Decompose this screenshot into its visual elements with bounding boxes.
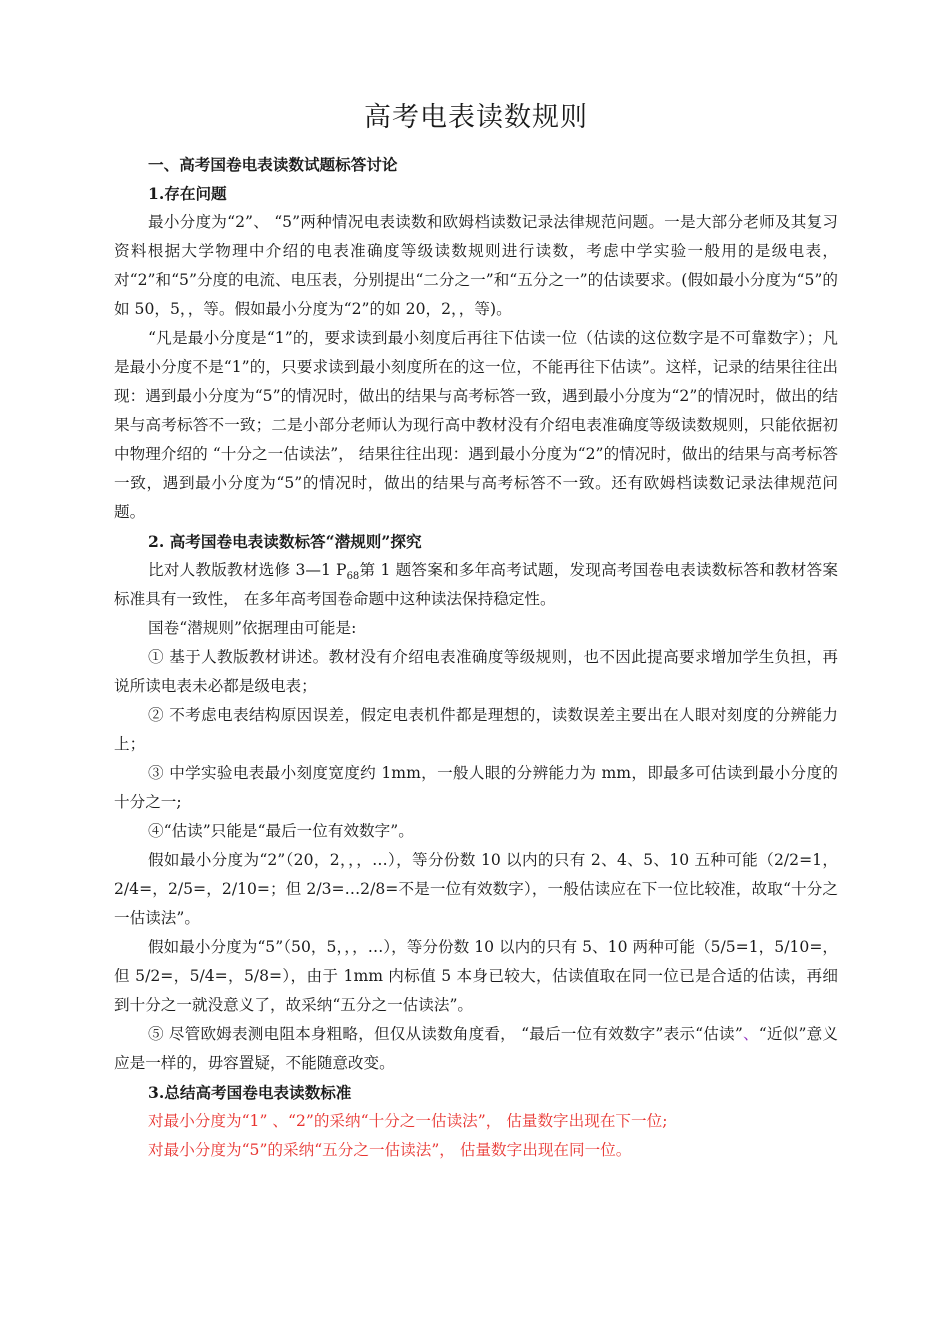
reason-3: ③ 中学实验电表最小刻度宽度约 1mm，一般人眼的分辨能力为 mm，即最多可估读到最小分度的十分之一; (114, 764, 838, 811)
paragraph-textbook-comparison (114, 556, 838, 614)
punctuation-mark: 、 (742, 1025, 759, 1043)
subsection-heading-rules: 2. 高考国卷电表读数标答“潜规则”探究 (148, 532, 422, 551)
reason-1: ① 基于人教版教材讲述。教材没有介绍电表准确度等级规则，也不因此提高要求增加学生负担，再说所读电表未必都是级电表； (114, 648, 838, 695)
reason-2: ② 不考虑电表结构原因误差，假定电表机件都是理想的，读数误差主要出在人眼对刻度的分辨能力上； (114, 706, 838, 753)
section-heading: 一、高考国卷电表读数试题标答讨论 (148, 155, 398, 174)
case-division-2: 假如最小分度为“2”（20，2，，，…），等分份数 10 以内的只有 2、4、5、10 五种可能（2/2=1，2/4=，2/5=，2/10=；但 2/3=…2/8=不是一位有效数字），一般估读应在下一位比较准，故取“十分之一估读法”。 (114, 851, 838, 927)
paragraph-problems-1: 最小分度为“2”、 “5”两种情况电表读数和欧姆档读数记录法律规范问题。一是大部分老师及其复习资料根据大学物理中介绍的电表准确度等级读数规则进行读数，考虑中学实验一般用的是级电表，对“2”和“5”分度的电流、电压表，分别提出“二分之一”和“五分之一”的估读要求。(假如最小分度为“5”的如 50，5，，等。假如最小分度为“2”的如 20，2，，等)。 (114, 213, 838, 318)
reason-5 (114, 1020, 838, 1078)
reason-5-text: ⑤ 尽管欧姆表测电阻本身粗略，但仅从读数角度看， “最后一位有效数字”表示“估读” (148, 1025, 743, 1043)
subsection-heading-summary: 3.总结高考国卷电表读数标准 (148, 1083, 352, 1102)
case-division-5: 假如最小分度为“5”（50，5，，，…），等分份数 10 以内的只有 5、10 两种可能（5/5=1，5/10=，但 5/2=，5/4=，5/8=），由于 1mm 内标值 5 本身已较大，估读值取在同一位已是合适的估读，再细到十分之一就没意义了，故采纳“五分之一估读法”。 (114, 938, 838, 1014)
reason-4: ④“估读”只能是“最后一位有效数字”。 (148, 822, 414, 840)
summary-rule-2: 对最小分度为“5”的采纳“五分之一估读法”， 估量数字出现在同一位。 (148, 1141, 632, 1159)
subsection-heading-problems: 1.存在问题 (148, 184, 227, 203)
page-subscript: 68 (346, 571, 360, 583)
summary-rule-1: 对最小分度为“1” 、“2”的采纳“十分之一估读法”， 估量数字出现在下一位; (148, 1112, 668, 1130)
reason-5-tail: “近似”意义应是一样的，毋容置疑，不能随意改变。 (114, 1025, 838, 1072)
paragraph-reasons-intro: 国卷“潜规则”依据理由可能是: (148, 619, 357, 637)
paragraph-problems-2: “凡是最小分度是“1”的，要求读到最小刻度后再往下估读一位（估读的这位数字是不可靠数字）；凡是最小分度不是“1”的，只要求读到最小刻度所在的这一位，不能再往下估读”。这样，记录的结果往往出现：遇到最小分度为“5”的情况时，做出的结果与高考标答一致，遇到最小分度为“2”的情况时，做出的结果与高考标答不一致；二是小部分老师认为现行高中教材没有介绍电表准确度等级读数规则，只能依据初中物理介绍的 “十分之一估读法”， 结果往往出现：遇到最小分度为“2”的情况时，做出的结果与高考标答一致，遇到最小分度为“5”的情况时，做出的结果与高考标答不一致。还有欧姆档读数记录法律规范问题。 (114, 329, 838, 521)
textbook-ref-continued: 第 1 题答案和多年高考试题，发现高考国卷电表读数标答和教材答案标准具有一致性， 在多年高考国卷命题中这种读法保持稳定性。 (114, 561, 839, 608)
document-title: 高考电表读数规则 (364, 102, 588, 133)
textbook-ref-text: 比对人教版教材选修 3—1 P (148, 561, 347, 579)
document-page (114, 100, 838, 1165)
